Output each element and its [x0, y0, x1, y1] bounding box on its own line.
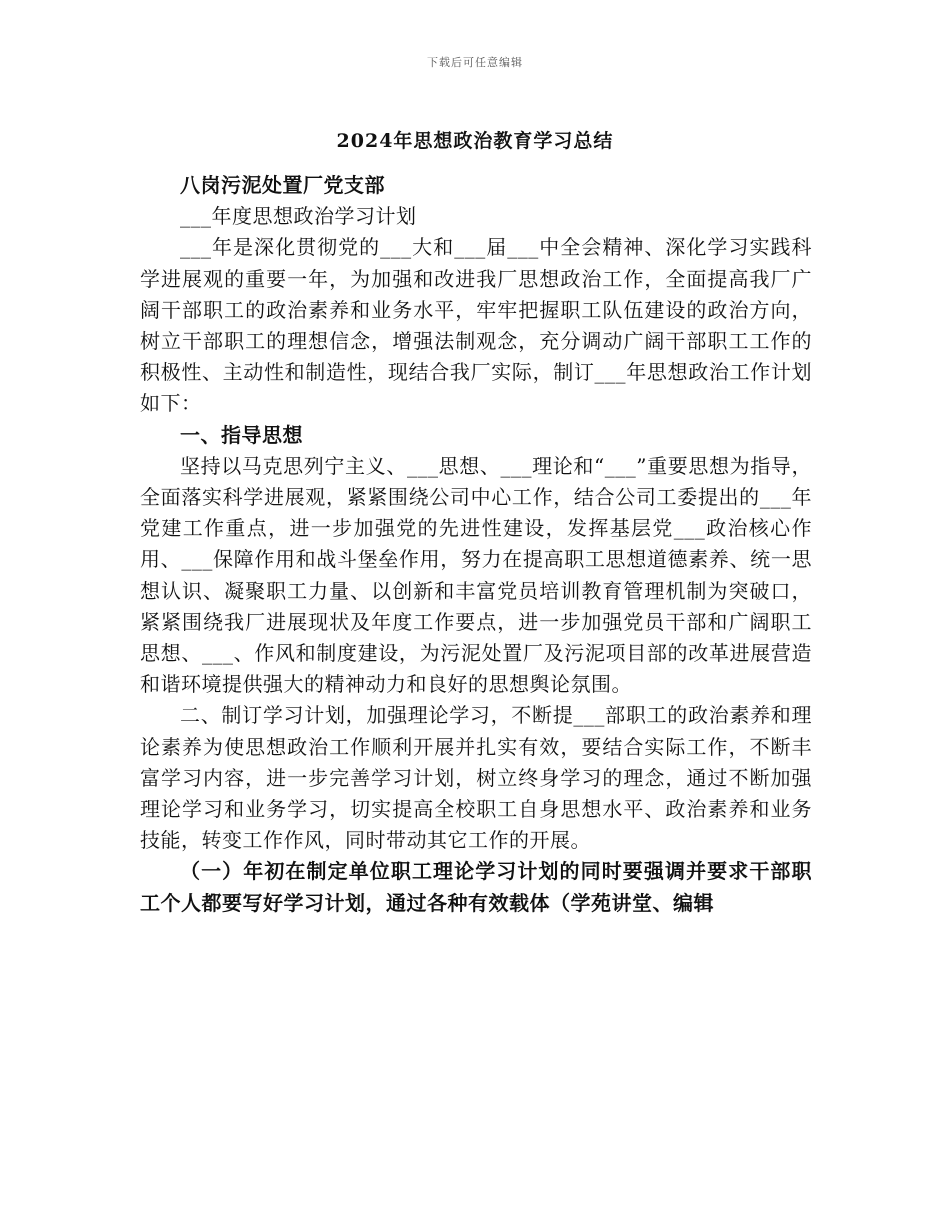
- intro-paragraph: ___年是深化贯彻党的___大和___届___中全会精神、深化学习实践科学进展观的重要一年，为加强和改进我厂思想政治工作，全面提高我厂广阔干部职工的政治素养和业务水平，牢牢把握职工队伍建设的政治方向，树立干部职工的理想信念，增强法制观念，充分调动广阔干部职工工作的积极性、主动性和制造性，现结合我厂实际，制订___年思想政治工作计划如下：: [140, 235, 812, 416]
- document-title: 2024年思想政治教育学习总结: [336, 130, 614, 152]
- organization-name: 八岗污泥处置厂党支部: [180, 173, 385, 197]
- section-1-heading: 一、指导思想: [180, 422, 303, 447]
- section-2-paragraph: 二、制订学习计划，加强理论学习，不断提___部职工的政治素养和理论素养为使思想政治工作顺利开展并扎实有效，要结合实际工作，不断丰富学习内容，进一步完善学习计划，树立终身学习的理念，通过不断加强理论学习和业务学习，切实提高全校职工自身思想水平、政治素养和业务技能，转变工作作风，同时带动其它工作的开展。: [140, 703, 812, 853]
- document-body: [140, 170, 812, 919]
- header-note: 下载后可任意编辑: [427, 56, 523, 69]
- plan-title: ___年度思想政治学习计划: [180, 204, 417, 229]
- subsection-1-paragraph: （一）年初在制定单位职工理论学习计划的同时要强调并要求干部职工个人都要写好学习计划，通过各种有效载体（学苑讲堂、编辑: [140, 859, 812, 915]
- section-1-body: 坚持以马克思列宁主义、___思想、___理论和“___”重要思想为指导，全面落实科学进展观，紧紧围绕公司中心工作，结合公司工委提出的___年党建工作重点，进一步加强党的先进性建设，发挥基层党___政治核心作用、___保障作用和战斗堡垒作用，努力在提高职工思想道德素养、统一思想认识、凝聚职工力量、以创新和丰富党员培训教育管理机制为突破口，紧紧围绕我厂进展现状及年度工作要点，进一步加强党员干部和广阔职工思想、___、作风和制度建设，为污泥处置厂及污泥项目部的改革进展营造和谐环境提供强大的精神动力和良好的思想舆论氛围。: [140, 453, 812, 697]
